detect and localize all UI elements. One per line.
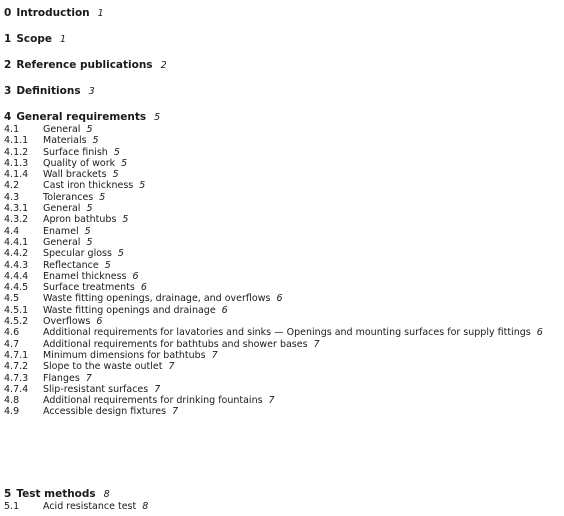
section-title: Definitions <box>16 85 81 97</box>
entry-title: Surface treatments <box>43 282 135 294</box>
toc-entry[interactable] <box>4 135 560 146</box>
entry-page: 7 <box>211 349 218 361</box>
entry-title: Waste fitting openings and drainage <box>43 304 216 316</box>
entry-page: 5 <box>117 248 124 260</box>
entry-number: 4.1.3 <box>4 157 29 169</box>
toc-entry[interactable] <box>4 305 560 316</box>
entry-title-wrap <box>43 124 560 135</box>
entry-title: Overflows <box>43 316 91 328</box>
entry-title-wrap <box>43 226 560 237</box>
entry-number: 4.7.4 <box>4 383 29 395</box>
entry-title-wrap <box>43 180 560 191</box>
entry-number: 4.7.3 <box>4 372 29 384</box>
entry-title: Cast iron thickness <box>43 180 134 192</box>
entry-number: 4.1.2 <box>4 146 29 158</box>
entry-page: 7 <box>154 383 161 395</box>
toc-entry[interactable] <box>4 373 560 384</box>
entry-page: 6 <box>140 282 147 294</box>
entry-title-wrap <box>43 237 560 248</box>
entry-title: Surface finish <box>43 146 108 158</box>
entry-number: 4.7.1 <box>4 349 29 361</box>
section-page: 2 <box>160 60 167 71</box>
entry-page: 5 <box>139 180 146 192</box>
toc-entry[interactable] <box>4 214 560 225</box>
entry-title-wrap <box>43 248 560 259</box>
section-title: Scope <box>16 33 52 45</box>
toc-entry[interactable] <box>4 327 560 338</box>
entry-page: 5 <box>99 191 106 203</box>
section-title: Reference publications <box>16 59 153 71</box>
toc-entry[interactable] <box>4 124 560 135</box>
toc-entry[interactable] <box>4 406 560 417</box>
entry-title: Apron bathtubs <box>43 214 117 226</box>
entry-title: Enamel thickness <box>43 270 127 282</box>
entry-title: Waste fitting openings, drainage, and overflows <box>43 293 271 305</box>
entry-title-wrap <box>43 406 560 417</box>
entry-page: 5 <box>113 146 120 158</box>
entry-number: 4.8 <box>4 395 20 407</box>
entry-page: 6 <box>276 293 283 305</box>
entry-page: 5 <box>122 214 129 226</box>
section-page: 1 <box>59 34 66 45</box>
entry-title: Additional requirements for lavatories and sinks — Openings and mounting surfaces for supply fittings <box>43 327 531 339</box>
toc-section-general-requirements[interactable] <box>4 111 160 124</box>
entry-number: 4.1.1 <box>4 135 29 147</box>
entry-page: 8 <box>142 501 149 512</box>
entry-page: 7 <box>168 361 175 373</box>
section-page: 8 <box>103 489 110 500</box>
entry-title-wrap <box>43 293 560 304</box>
entry-number: 4.2 <box>4 180 20 192</box>
entry-title-wrap <box>43 158 560 169</box>
entry-title: Reflectance <box>43 259 99 271</box>
entry-number: 4.4.5 <box>4 282 29 294</box>
entry-page: 7 <box>172 406 179 418</box>
entry-title: General <box>43 124 81 135</box>
entry-title: Wall brackets <box>43 169 107 181</box>
entry-number: 4.5 <box>4 293 20 305</box>
entry-page: 7 <box>85 372 92 384</box>
toc-entry[interactable] <box>4 361 560 372</box>
entry-title-wrap <box>43 373 560 384</box>
entry-number: 4.3.2 <box>4 214 29 226</box>
entry-number: 4.7 <box>4 338 20 350</box>
entry-title-wrap <box>43 203 560 214</box>
entry-title: Additional requirements for bathtubs and shower bases <box>43 338 308 350</box>
toc-entry[interactable] <box>4 501 560 512</box>
toc-section-reference-publications[interactable] <box>4 59 167 72</box>
entry-title: Slope to the waste outlet <box>43 361 163 373</box>
entry-number: 4.1 <box>4 124 20 135</box>
entry-title: Accessible design fixtures <box>43 406 167 418</box>
entry-title: Quality of work <box>43 157 116 169</box>
entry-page: 5 <box>112 169 119 181</box>
general-requirements-list <box>4 124 560 418</box>
entry-page: 5 <box>86 124 93 135</box>
toc-entry[interactable] <box>4 169 560 180</box>
entry-number: 4.4.1 <box>4 236 29 248</box>
entry-title-wrap <box>43 350 560 361</box>
section-number: 5 <box>4 488 12 500</box>
entry-title: Flanges <box>43 372 80 384</box>
entry-page: 6 <box>221 304 228 316</box>
entry-number: 5.1 <box>4 501 20 512</box>
entry-page: 5 <box>84 225 91 237</box>
entry-title: Enamel <box>43 225 79 237</box>
toc-entry[interactable] <box>4 226 560 237</box>
entry-title-wrap <box>43 214 560 225</box>
entry-number: 4.5.1 <box>4 304 29 316</box>
entry-title: Slip-resistant surfaces <box>43 383 149 395</box>
toc-entry[interactable] <box>4 192 560 203</box>
entry-page: 7 <box>313 338 320 350</box>
entry-number: 4.9 <box>4 406 20 418</box>
entry-title-wrap <box>43 316 560 327</box>
entry-title-wrap <box>43 260 560 271</box>
test-methods-list <box>4 501 560 512</box>
entry-number: 4.4.4 <box>4 270 29 282</box>
entry-page: 6 <box>132 270 139 282</box>
entry-page: 5 <box>104 259 111 271</box>
toc-entry[interactable] <box>4 237 560 248</box>
entry-number: 4.4.3 <box>4 259 29 271</box>
section-number: 0 <box>4 7 12 19</box>
entry-title-wrap <box>43 501 560 512</box>
section-title: General requirements <box>16 111 147 123</box>
section-number: 2 <box>4 59 12 71</box>
entry-number: 4.6 <box>4 327 20 339</box>
entry-title-wrap <box>43 147 560 158</box>
entry-number: 4.7.2 <box>4 361 29 373</box>
entry-title-wrap <box>43 305 560 316</box>
entry-page: 6 <box>536 327 543 339</box>
toc-section-introduction[interactable] <box>4 7 104 20</box>
toc-entry[interactable] <box>4 260 560 271</box>
entry-title-wrap <box>43 282 560 293</box>
entry-title-wrap <box>43 384 560 395</box>
section-number: 4 <box>4 111 12 123</box>
entry-title-wrap <box>43 339 560 350</box>
entry-title-wrap <box>43 169 560 180</box>
toc-entry[interactable] <box>4 271 560 282</box>
entry-page: 5 <box>86 236 93 248</box>
section-page: 5 <box>154 112 161 123</box>
toc-entry[interactable] <box>4 384 560 395</box>
entry-title: General <box>43 236 81 248</box>
toc-entry[interactable] <box>4 180 560 191</box>
entry-title-wrap <box>43 271 560 282</box>
toc-entry[interactable] <box>4 203 560 214</box>
toc-entry[interactable] <box>4 395 560 406</box>
entry-title: General <box>43 203 81 215</box>
entry-page: 7 <box>268 395 275 407</box>
entry-number: 4.1.4 <box>4 169 29 181</box>
section-title: Introduction <box>16 7 90 19</box>
entry-title: Acid resistance test <box>43 501 137 512</box>
toc-entry[interactable] <box>4 248 560 259</box>
entry-page: 5 <box>121 157 128 169</box>
entry-title: Minimum dimensions for bathtubs <box>43 349 206 361</box>
section-page: 1 <box>97 8 104 19</box>
toc-entry[interactable] <box>4 158 560 169</box>
entry-number: 4.5.2 <box>4 316 29 328</box>
entry-title: Tolerances <box>43 191 94 203</box>
entry-title-wrap <box>43 395 560 406</box>
entry-title-wrap <box>43 327 560 338</box>
toc-entry[interactable] <box>4 350 560 361</box>
entry-title: Additional requirements for drinking fountains <box>43 395 263 407</box>
entry-title: Specular gloss <box>43 248 112 260</box>
section-number: 3 <box>4 85 12 97</box>
section-number: 1 <box>4 33 12 45</box>
toc-entry[interactable] <box>4 339 560 350</box>
entry-number: 4.4.2 <box>4 248 29 260</box>
entry-page: 5 <box>92 135 99 147</box>
entry-number: 4.3.1 <box>4 203 29 215</box>
toc-entry[interactable] <box>4 293 560 304</box>
toc-entry[interactable] <box>4 316 560 327</box>
toc-entry[interactable] <box>4 282 560 293</box>
entry-page: 6 <box>96 316 103 328</box>
entry-page: 5 <box>86 203 93 215</box>
entry-title-wrap <box>43 361 560 372</box>
section-title: Test methods <box>16 488 96 500</box>
entry-number: 4.3 <box>4 191 20 203</box>
toc-section-definitions[interactable] <box>4 85 95 98</box>
toc-section-scope[interactable] <box>4 33 66 46</box>
toc-section-test-methods[interactable] <box>4 488 110 501</box>
entry-title-wrap <box>43 192 560 203</box>
entry-title-wrap <box>43 135 560 146</box>
entry-number: 4.4 <box>4 225 20 237</box>
entry-title: Materials <box>43 135 87 147</box>
section-page: 3 <box>88 86 95 97</box>
toc-entry[interactable] <box>4 147 560 158</box>
